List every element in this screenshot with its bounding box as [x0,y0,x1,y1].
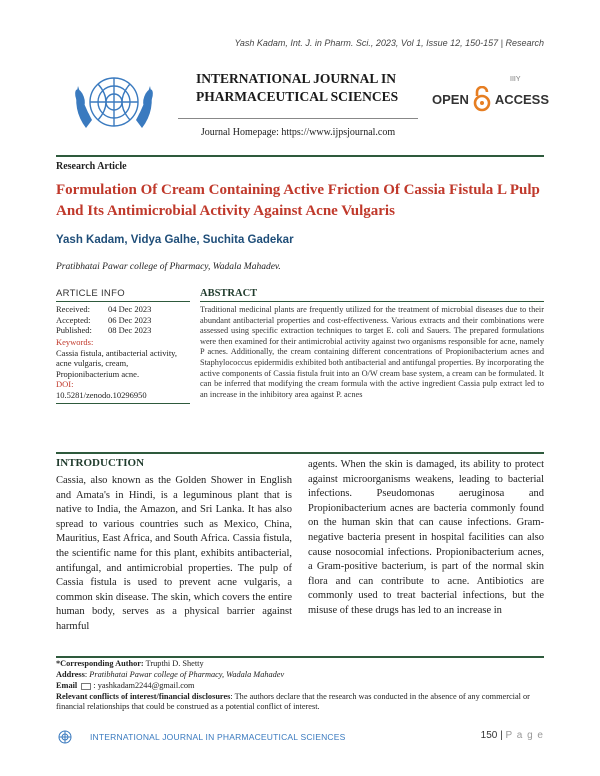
open-label: OPEN [432,91,469,107]
accepted-label: Accepted: [56,314,91,325]
corresponding-value: Trupthi D. Shetty [145,659,204,668]
footnote-rule [56,656,544,658]
corresponding-author [56,659,544,669]
citation: Yash Kadam, Int. J. in Pharm. Sci., 2023, Vol 1, Issue 12, 150-157 | Research [234,38,544,48]
conflict-value: The authors declare that the research was conducted in the absence of any commercial or financial relationships that could be construed as a potential conflict of interest. [56,692,530,711]
doi-label: DOI: [56,379,74,389]
author-address: Address: Pratibhatai Pawar college of Pharmacy, Wadala Mahadev [56,670,285,679]
body-column-right: agents. When the skin is damaged, its ability to protect against microorganisms weakens, leading to bacterial infections. Pseudomonas aeruginosa and Propionibacterium acnes are bacteria commonly found on the human skin that can cause infections. Gram-negative bacteria present in hospital facilities can also cause nosocomial infections. Propionibacterium acnes, a Gram-positive bacterium, is part of the normal skin flora and can contribute to acne. Antibiotics are commonly used to treat bacterial infections, but the misuse of these drugs has led to an increase in [308,459,544,616]
page-number-value: 150 [480,730,498,741]
article-authors: Yash Kadam, Vidya Galhe, Suchita Gadekar [56,234,294,246]
abstract-text: Traditional medicinal plants are frequently utilized for the treatment of microbial diseases due to their abundant antibacterial properties and cost-effectiveness. Various extracts and their combinations were assessed using specific extraction techniques to target E. coli and Sauers. The prepared formulations were then examined for their antimicrobial activity against two organisms responsible for acne, namely P acnes. Additionally, the cream containing different concentrations of Propionibacterium acnes and Staphylococcus epidermidis exhibited both antibacterial and antifungal properties. By incorporating the active components of Cassia fistula fruit into an O/W cream base system, a cream can be formulated. It can be inferred that modifying the cream formula with the active ingredient Cassia pulp extract led to an increase in the inhibitory area against P. acnes [200,305,544,399]
page-number: 150 | P a g e [480,730,544,741]
email-label: Email [56,681,78,690]
abstract-heading: ABSTRACT [200,288,544,302]
article-info-heading: ARTICLE INFO [56,288,190,302]
footer-journal-name: INTERNATIONAL JOURNAL IN PHARMACEUTICAL SCIENCES [90,732,346,742]
address-label: Address [56,670,85,679]
received-label: Received: [56,304,90,314]
access-label: ACCESS [494,91,550,107]
conflict-disclosure: Relevant conflicts of interest/financial disclosures: The authors declare that the research was conducted in the absence of any commercial or financial relationships that could be construed as a potential conflict of interest. [56,692,530,711]
article-type: Research Article [56,161,127,172]
header-rule [56,155,544,157]
body-column-left: Cassia, also known as the Golden Shower in English and Amata's in Hindi, is a leguminous plant that is native to India, the Amazon, and Sri Lanka. It has also spread to various countries such as Mexico, China, Mauritius, East Africa, and South Africa. Cassia fistula, the scientific name for this plant, exhibits antibacterial, antifungal, and antimicrobial properties. The pulp of Cassia fistula is used to prevent acne vulgaris, a common skin disease. The skin, which covers the entire human body, serves as a physical barrier against harmful [56,475,292,632]
published-label: Published: [56,325,92,335]
info-date-row [56,315,190,326]
open-access-badge [432,76,550,112]
author-email: Email : yashkadam2244@gmail.com [56,681,195,690]
page-word: P a g e [505,730,544,741]
info-date-row [56,304,190,315]
address-value: Pratibhatai Pawar college of Pharmacy, Wadala Mahadev [89,670,285,679]
footer-logo-icon [56,728,74,746]
author-affiliation: Pratibhatai Pawar college of Pharmacy, Wadala Mahadev. [56,262,281,272]
introduction-heading: INTRODUCTION [56,457,145,469]
published-value: 08 Dec 2023 [108,325,152,335]
doi-link[interactable]: 10.5281/zenodo.10296950 [56,390,190,404]
article-info [56,288,190,404]
received-value: 04 Dec 2023 [108,304,152,314]
article-title: Formulation Of Cream Containing Active Friction Of Cassia Fistula L Pulp And Its Antimicrobial Activity Against Acne Vulgaris [56,182,540,219]
email-value[interactable]: yashkadam2244@gmail.com [97,681,195,690]
accepted-value: 06 Dec 2023 [108,314,152,325]
open-access-by: IIIY [510,76,521,83]
keywords-value: Cassia fistula, antibacterial activity, acne vulgaris, cream, Propionibacterium acne. [56,347,178,379]
journal-name: INTERNATIONAL JOURNAL IN PHARMACEUTICAL SCIENCES [196,71,399,104]
journal-logo [58,58,170,150]
conflict-label: Relevant conflicts of interest/financial disclosures [56,692,231,701]
open-access-lock-icon [471,86,493,112]
email-icon [81,683,91,690]
journal-homepage[interactable]: Journal Homepage: https://www.ijpsjournal.com [178,118,418,146]
keywords-label: Keywords: [56,336,94,347]
abstract-rule [56,452,544,454]
info-date-row [56,325,190,336]
abstract [200,288,544,400]
corresponding-label: *Corresponding Author: [56,659,144,668]
